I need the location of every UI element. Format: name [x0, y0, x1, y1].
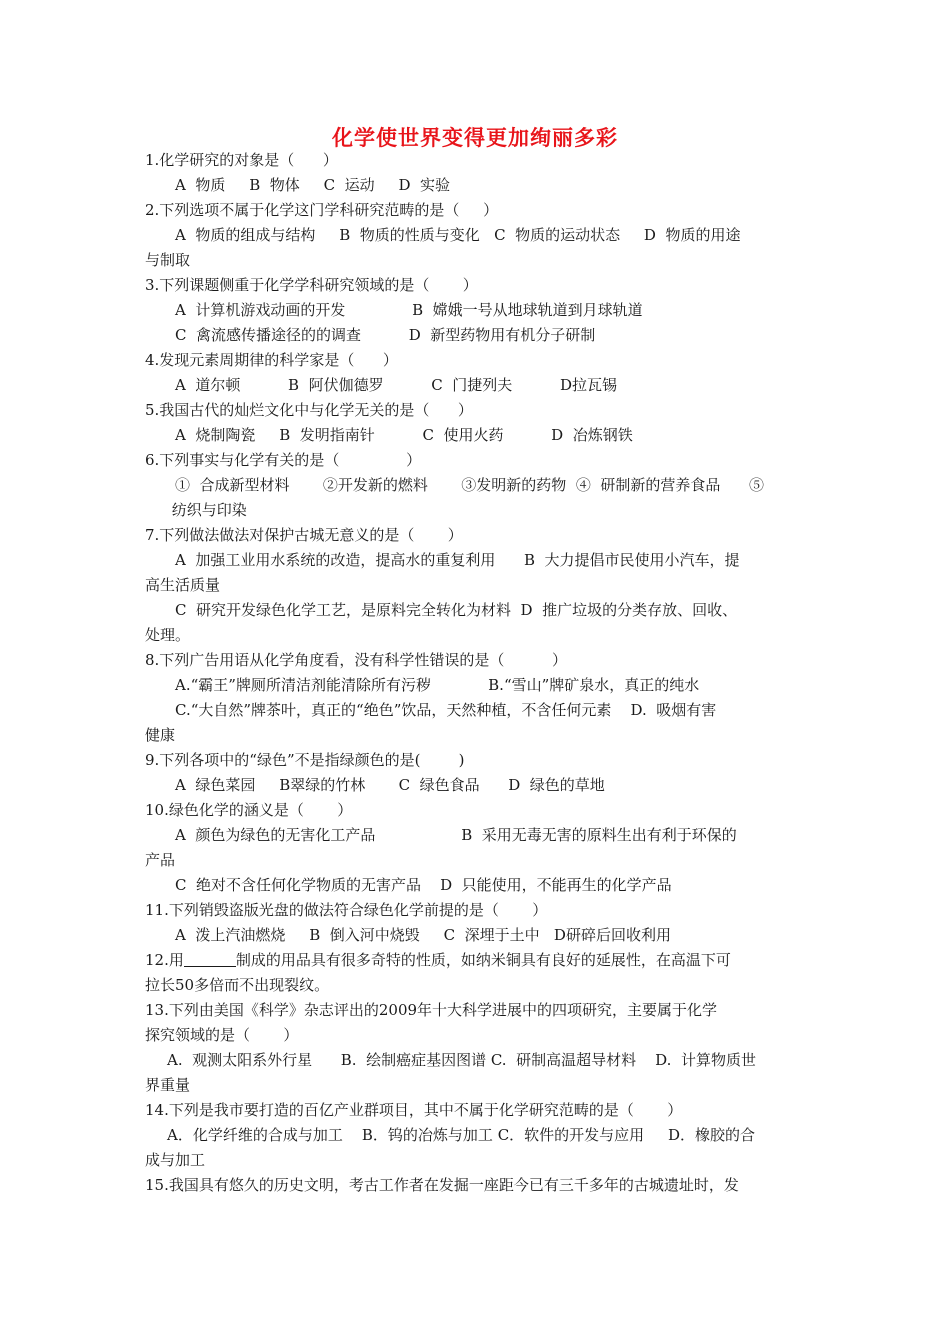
q14-options: A．化学纤维的合成与加工 B．钨的冶炼与加工 C．软件的开发与应用 D．橡胶的合 — [167, 1126, 756, 1144]
q12-prefix: 12.用 — [145, 951, 184, 969]
q9-options: A 绿色菜园 B翠绿的竹林 C 绿色食品 D 绿色的草地 — [175, 776, 605, 794]
q6-options: ① 合成新型材料 ②开发新的燃料 ③发明新的药物 ④ 研制新的营养食品 ⑤ — [175, 476, 764, 494]
q3-options-ab: A 计算机游戏动画的开发 B 嫦娥一号从地球轨道到月球轨道 — [175, 301, 643, 319]
q5-stem: 5.我国古代的灿烂文化中与化学无关的是（ ） — [145, 401, 473, 419]
question-list — [145, 148, 815, 1198]
q6-stem: 6.下列事实与化学有关的是（ ） — [145, 451, 422, 469]
q11-options: A 泼上汽油燃烧 B 倒入河中烧毁 C 深埋于土中 D研碎后回收利用 — [175, 926, 671, 944]
q11-stem: 11.下列销毁盗版光盘的做法符合绿色化学前提的是（ ） — [145, 901, 548, 919]
q3-stem: 3.下列课题侧重于化学学科研究领域的是（ ） — [145, 276, 478, 294]
q12-stem — [145, 948, 815, 973]
q2-options-cont: 与制取 — [145, 251, 191, 269]
q14-stem: 14.下列是我市要打造的百亿产业群项目，其中不属于化学研究范畴的是（ ） — [145, 1101, 683, 1119]
q15-stem: 15.我国具有悠久的历史文明，考古工作者在发掘一座距今已有三千多年的古城遗址时，发 — [145, 1176, 739, 1194]
q1-stem: 1.化学研究的对象是（ ） — [145, 151, 338, 169]
q4-options: A 道尔顿 B 阿伏伽德罗 C 门捷列夫 D拉瓦锡 — [175, 376, 618, 394]
q7-options-ab-cont: 高生活质量 — [145, 576, 221, 594]
q7-options-ab: A 加强工业用水系统的改造，提高水的重复利用 B 大力提倡市民使用小汽车，提 — [175, 551, 740, 569]
q12-answer-blank[interactable] — [184, 950, 236, 967]
q6-options-cont: 纺织与印染 — [167, 501, 247, 519]
q1-options: A 物质 B 物体 C 运动 D 实验 — [175, 176, 451, 194]
q8-stem: 8.下列广告用语从化学角度看，没有科学性错误的是（ ） — [145, 651, 567, 669]
q2-options: A 物质的组成与结构 B 物质的性质与变化 C 物质的运动状态 D 物质的用途 — [175, 226, 741, 244]
q9-stem: 9.下列各项中的“绿色”不是指绿颜色的是( ) — [145, 751, 465, 769]
q3-options-cd: C 禽流感传播途径的的调查 D 新型药物用有机分子研制 — [175, 326, 596, 344]
q8-options-ab: A.“霸王”牌厕所清洁剂能清除所有污秽 B.“雪山”牌矿泉水，真正的纯水 — [175, 676, 700, 694]
page-title: 化学使世界变得更加绚丽多彩 — [332, 126, 618, 150]
q10-stem: 10.绿色化学的涵义是（ ） — [145, 801, 353, 819]
q12-stem-cont: 拉长50多倍而不出现裂纹。 — [145, 976, 330, 994]
q14-options-cont: 成与加工 — [145, 1151, 206, 1169]
q12-tail: 制成的用品具有很多奇特的性质，如纳米铜具有良好的延展性，在高温下可 — [235, 951, 731, 969]
q7-options-cd: C 研究开发绿色化学工艺，是原料完全转化为材料 D 推广垃圾的分类存放、回收、 — [175, 601, 738, 619]
q13-options-cont: 界重量 — [145, 1076, 191, 1094]
q7-options-cd-cont: 处理。 — [145, 626, 191, 644]
q13-stem-cont: 探究领域的是（ ） — [145, 1026, 299, 1044]
q8-options-cd: C.“大自然”牌茶叶，真正的“绝色”饮品，天然种植，不含任何元素 D. 吸烟有害 — [175, 701, 717, 719]
q10-options-ab-cont: 产品 — [145, 851, 176, 869]
q10-options-ab: A 颜色为绿色的无害化工产品 B 采用无毒无害的原料生出有利于环保的 — [175, 826, 737, 844]
q13-options: A. 观测太阳系外行星 B. 绘制癌症基因图谱 C. 研制高温超导材料 D. 计算物质世 — [167, 1051, 756, 1069]
q8-options-cd-cont: 健康 — [145, 726, 176, 744]
q7-stem: 7.下列做法做法对保护古城无意义的是（ ） — [145, 526, 463, 544]
q2-stem: 2.下列选项不属于化学这门学科研究范畴的是（ ） — [145, 201, 499, 219]
q13-stem: 13.下列由美国《科学》杂志评出的2009年十大科学进展中的四项研究，主要属于化学 — [145, 1001, 718, 1019]
q5-options: A 烧制陶瓷 B 发明指南针 C 使用火药 D 冶炼钢铁 — [175, 426, 633, 444]
q4-stem: 4.发现元素周期律的科学家是（ ） — [145, 351, 398, 369]
q10-options-cd: C 绝对不含任何化学物质的无害产品 D 只能使用，不能再生的化学产品 — [175, 876, 672, 894]
